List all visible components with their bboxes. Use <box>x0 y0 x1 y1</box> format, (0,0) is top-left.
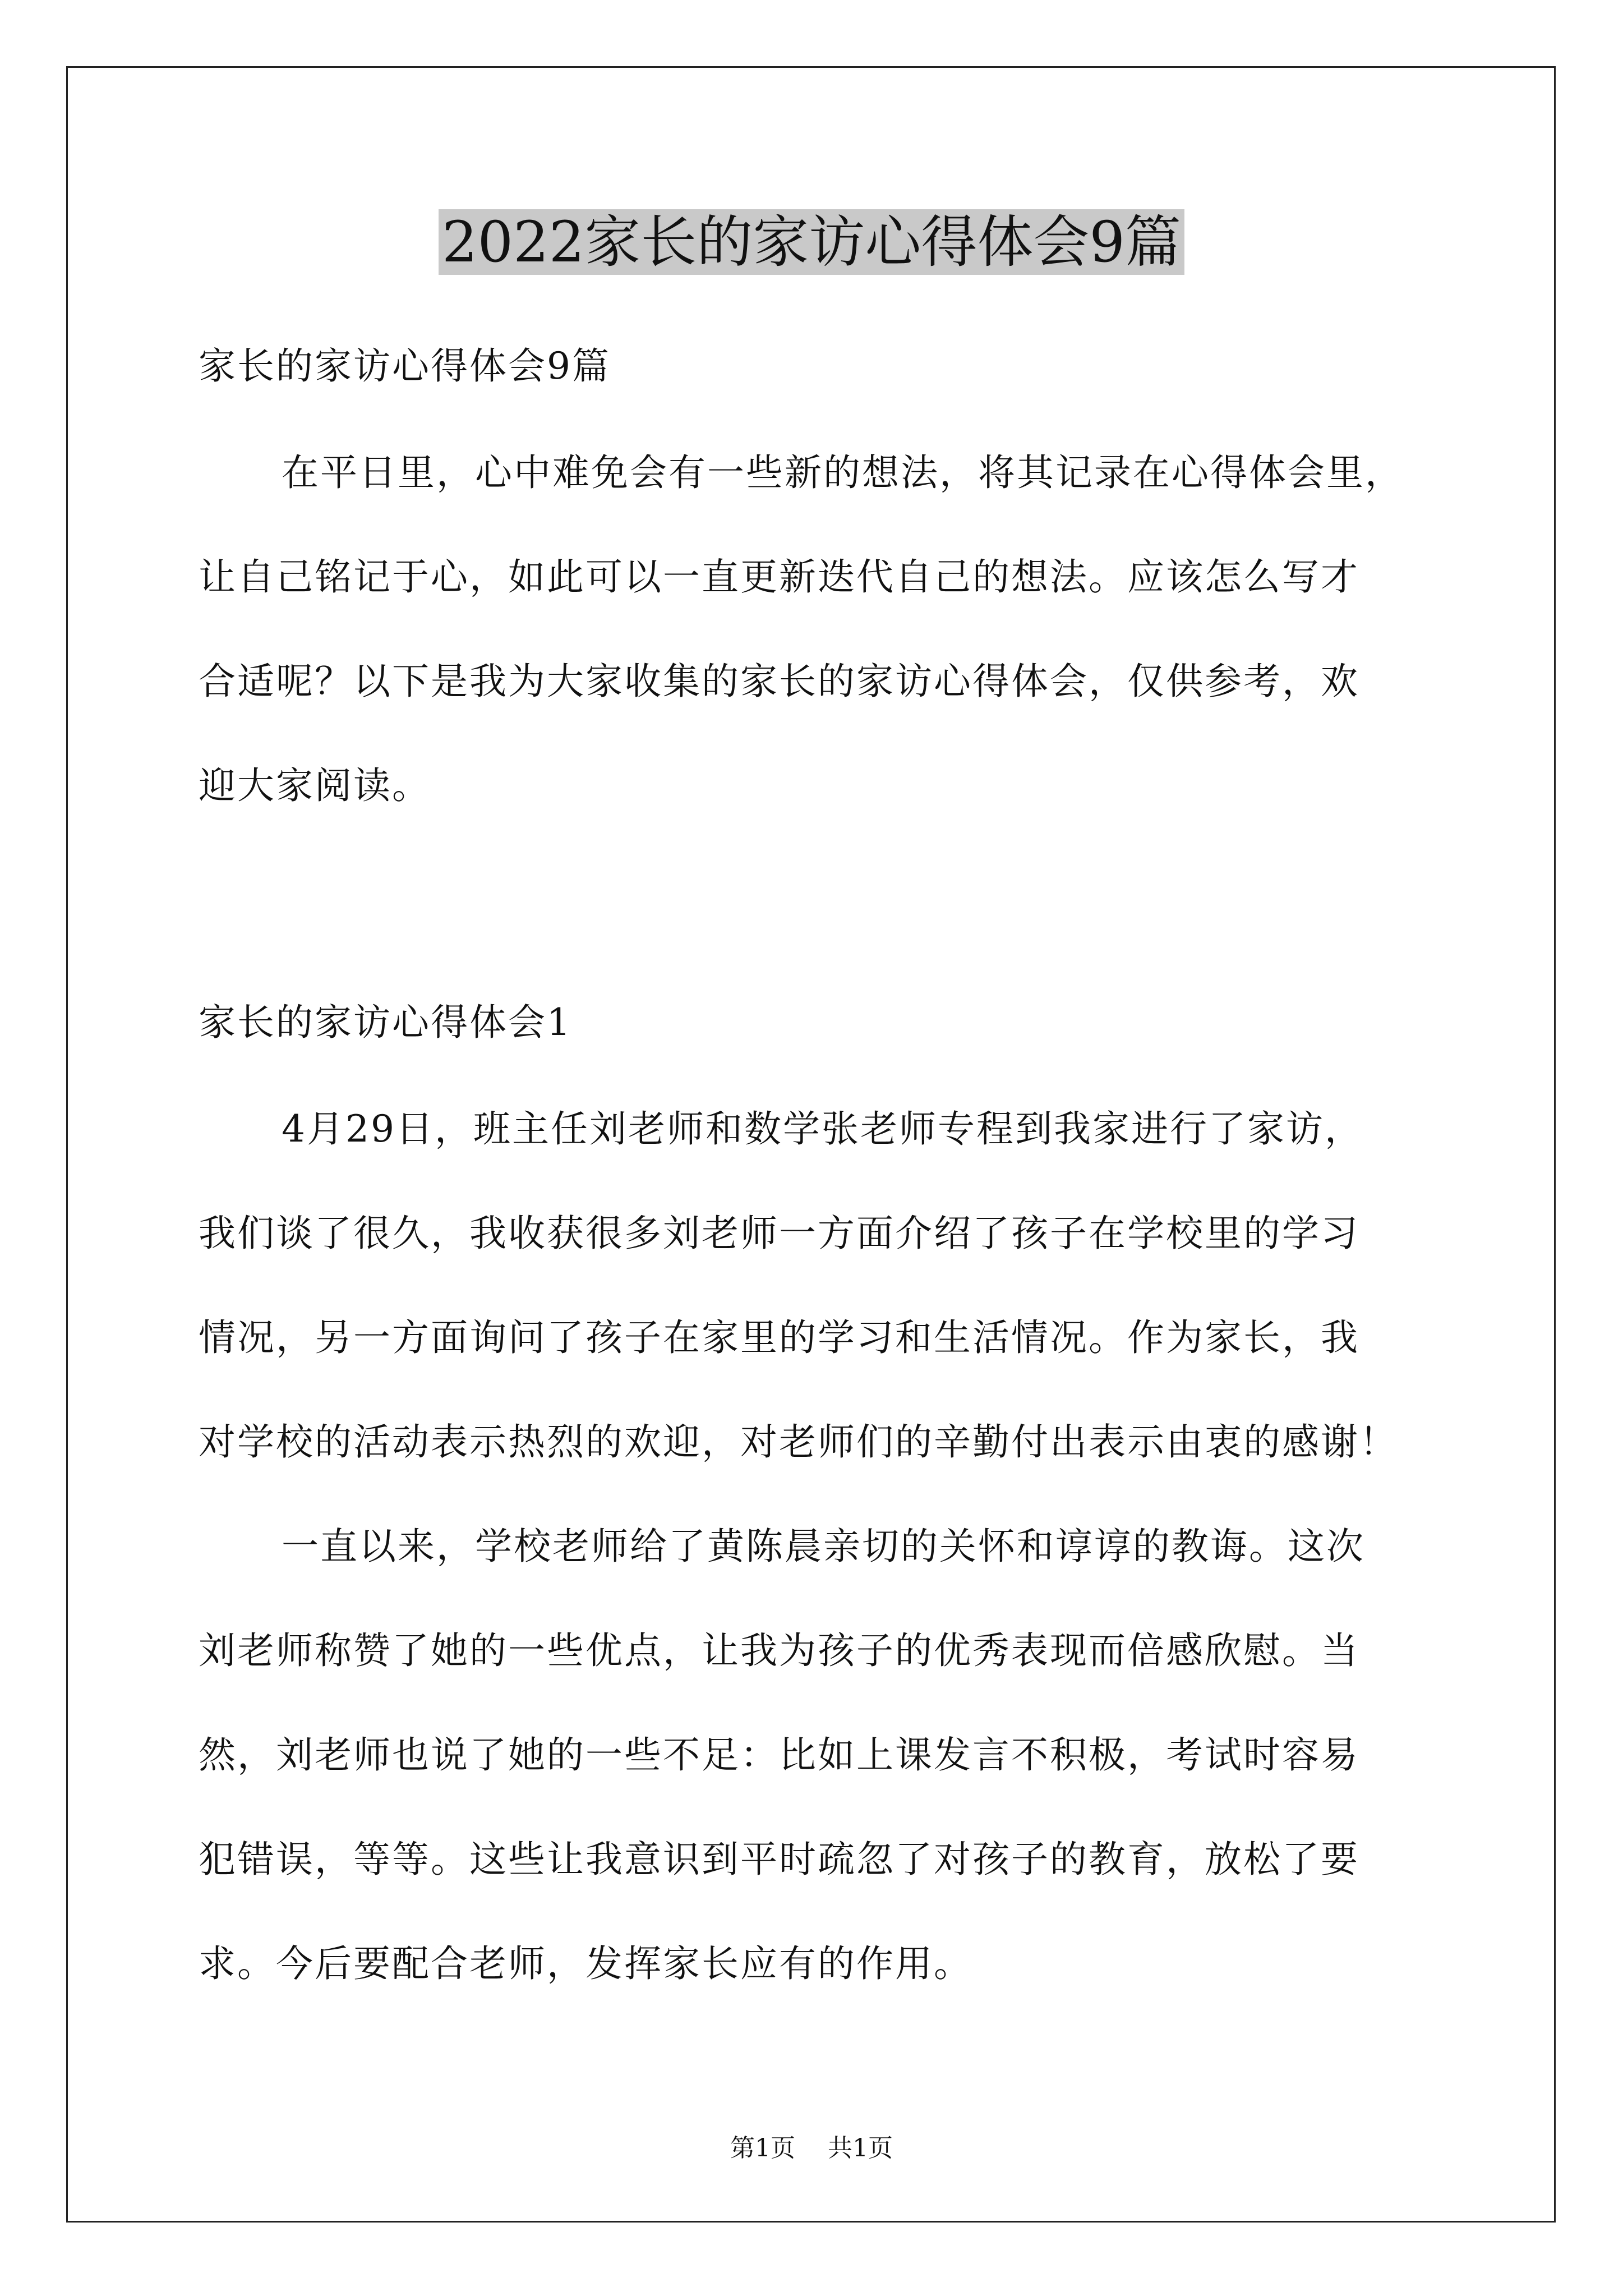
page-number: 第1页 <box>730 2134 795 2162</box>
paragraph-line: 4月29日，班主任刘老师和数学张老师专程到我家进行了家访， <box>282 1107 1363 1151</box>
paragraph-line: 然，刘老师也说了她的一些不足：比如上课发言不积极，考试时容易 <box>199 1733 1359 1777</box>
paragraph-line: 情况，另一方面询问了孩子在家里的学习和生活情况。作为家长，我 <box>199 1316 1359 1359</box>
section-heading-block <box>199 970 1432 1075</box>
page-footer <box>0 2132 1623 2165</box>
paragraph-line: 求。今后要配合老师，发挥家长应有的作用。 <box>199 1942 972 1985</box>
intro-paragraph <box>199 421 1432 838</box>
paragraph-line: 刘老师称赞了她的一些优点，让我为孩子的优秀表现而倍感欣慰。当 <box>199 1629 1359 1672</box>
document-title <box>0 203 1623 282</box>
intro-line: 合适呢？以下是我为大家收集的家长的家访心得体会，仅供参考，欢 <box>199 660 1359 703</box>
document-subtitle-block <box>199 314 1432 418</box>
paragraph-line: 一直以来，学校老师给了黄陈晨亲切的关怀和谆谆的教诲。这次 <box>282 1525 1365 1568</box>
document-subtitle: 家长的家访心得体会9篇 <box>199 344 611 388</box>
intro-line: 让自己铭记于心，如此可以一直更新迭代自己的想法。应该怎么写才 <box>199 555 1359 599</box>
section-heading: 家长的家访心得体会1 <box>199 1001 572 1044</box>
intro-line: 在平日里，心中难免会有一些新的想法，将其记录在心得体会里， <box>282 451 1404 494</box>
paragraph-line: 犯错误，等等。这些让我意识到平时疏忽了对孩子的教育，放松了要 <box>199 1838 1359 1881</box>
paragraph-line: 我们谈了很久，我收获很多刘老师一方面介绍了孩子在学校里的学习 <box>199 1212 1359 1255</box>
page-total: 共1页 <box>828 2134 893 2162</box>
paragraph-line: 对学校的活动表示热烈的欢迎，对老师们的辛勤付出表示由衷的感谢！ <box>199 1420 1398 1464</box>
document-title-text: 2022家长的家访心得体会9篇 <box>439 209 1184 275</box>
paragraph-2 <box>199 1494 1432 2016</box>
paragraph-1 <box>199 1077 1432 1494</box>
intro-line: 迎大家阅读。 <box>199 764 431 807</box>
